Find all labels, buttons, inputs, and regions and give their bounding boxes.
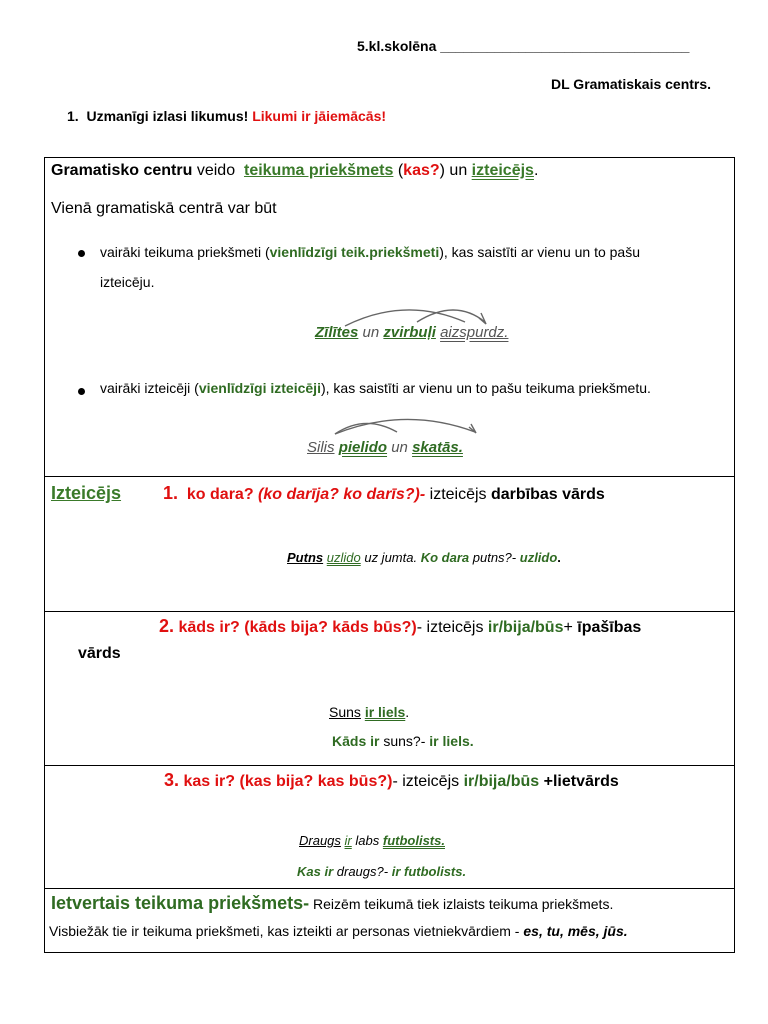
task-text: Uzmanīgi izlasi likumus! bbox=[86, 108, 249, 124]
intro-line: Vienā gramatiskā centrā var būt bbox=[51, 200, 277, 217]
rule-3-example: Draugs ir labs futbolists. bbox=[299, 833, 445, 848]
definition-line: Gramatisko centru veido teikuma priekšmets (kas?) un izteicējs. bbox=[51, 162, 539, 179]
section-grammatical-center bbox=[45, 158, 735, 477]
example2-sentence: Silis pielido un skatās. bbox=[307, 439, 463, 456]
example1-sentence: Zīlītes un zvirbuļi aizspurdz. bbox=[315, 324, 509, 341]
implied-subject-line: Ietvertais teikuma priekšmets- Reizēm teikumā tiek izlaists teikuma priekšmets. bbox=[51, 893, 614, 913]
rule-1-example: Putns uzlido uz jumta. Ko dara putns?- uzlido. bbox=[287, 550, 561, 565]
example2-arrows bbox=[325, 412, 525, 442]
predicate-label: Izteicējs bbox=[51, 483, 122, 503]
doc-title: DL Gramatiskais centrs. bbox=[551, 76, 712, 92]
rule-2-cont: vārds bbox=[78, 645, 121, 662]
task-instruction bbox=[67, 108, 386, 124]
student-field bbox=[357, 38, 689, 54]
implied-subject-line2: Visbiežāk tie ir teikuma priekšmeti, kas izteikti ar personas vietniekvārdiem - es, tu, mēs, jūs. bbox=[49, 923, 628, 939]
task-number: 1. bbox=[67, 108, 79, 124]
bullet-dot bbox=[78, 250, 85, 257]
rules-table bbox=[44, 157, 735, 953]
section-implied-subject bbox=[45, 889, 735, 953]
rule-3: 3. kas ir? (kas bija? kas būs?)- izteicējs ir/bija/būs +lietvārds bbox=[164, 770, 619, 790]
rule-1: 1. ko dara? (ko darīja? ko darīs?)- izteicējs darbības vārds bbox=[163, 483, 605, 503]
task-emphasis: Likumi ir jāiemācās! bbox=[252, 108, 387, 124]
section-predicate-noun bbox=[45, 766, 735, 889]
bullet-item-predicates: vairāki izteicēji (vienlīdzīgi izteicēji), kas saistīti ar vienu un to pašu teikuma priekšmetu. bbox=[100, 380, 651, 396]
bullet-item-subjects: vairāki teikuma priekšmeti (vienlīdzīgi teik.priekšmeti), kas saistīti ar vienu un to pašu bbox=[100, 244, 640, 260]
bullet-dot bbox=[78, 388, 85, 395]
rule-2-question: Kāds ir suns?- ir liels. bbox=[332, 733, 474, 749]
student-name-line: ________________________________ bbox=[440, 38, 690, 54]
section-predicate-verb bbox=[45, 477, 735, 612]
rule-2: 2. kāds ir? (kāds bija? kāds būs?)- izteicējs ir/bija/būs+ īpašības bbox=[159, 616, 642, 636]
section-predicate-adjective bbox=[45, 612, 735, 766]
student-label: 5.kl.skolēna bbox=[357, 38, 437, 54]
rule-2-example: Suns ir liels. bbox=[329, 704, 410, 720]
bullet-item-subjects-cont: izteicēju. bbox=[100, 274, 155, 290]
rule-3-question: Kas ir draugs?- ir futbolists. bbox=[297, 864, 467, 879]
